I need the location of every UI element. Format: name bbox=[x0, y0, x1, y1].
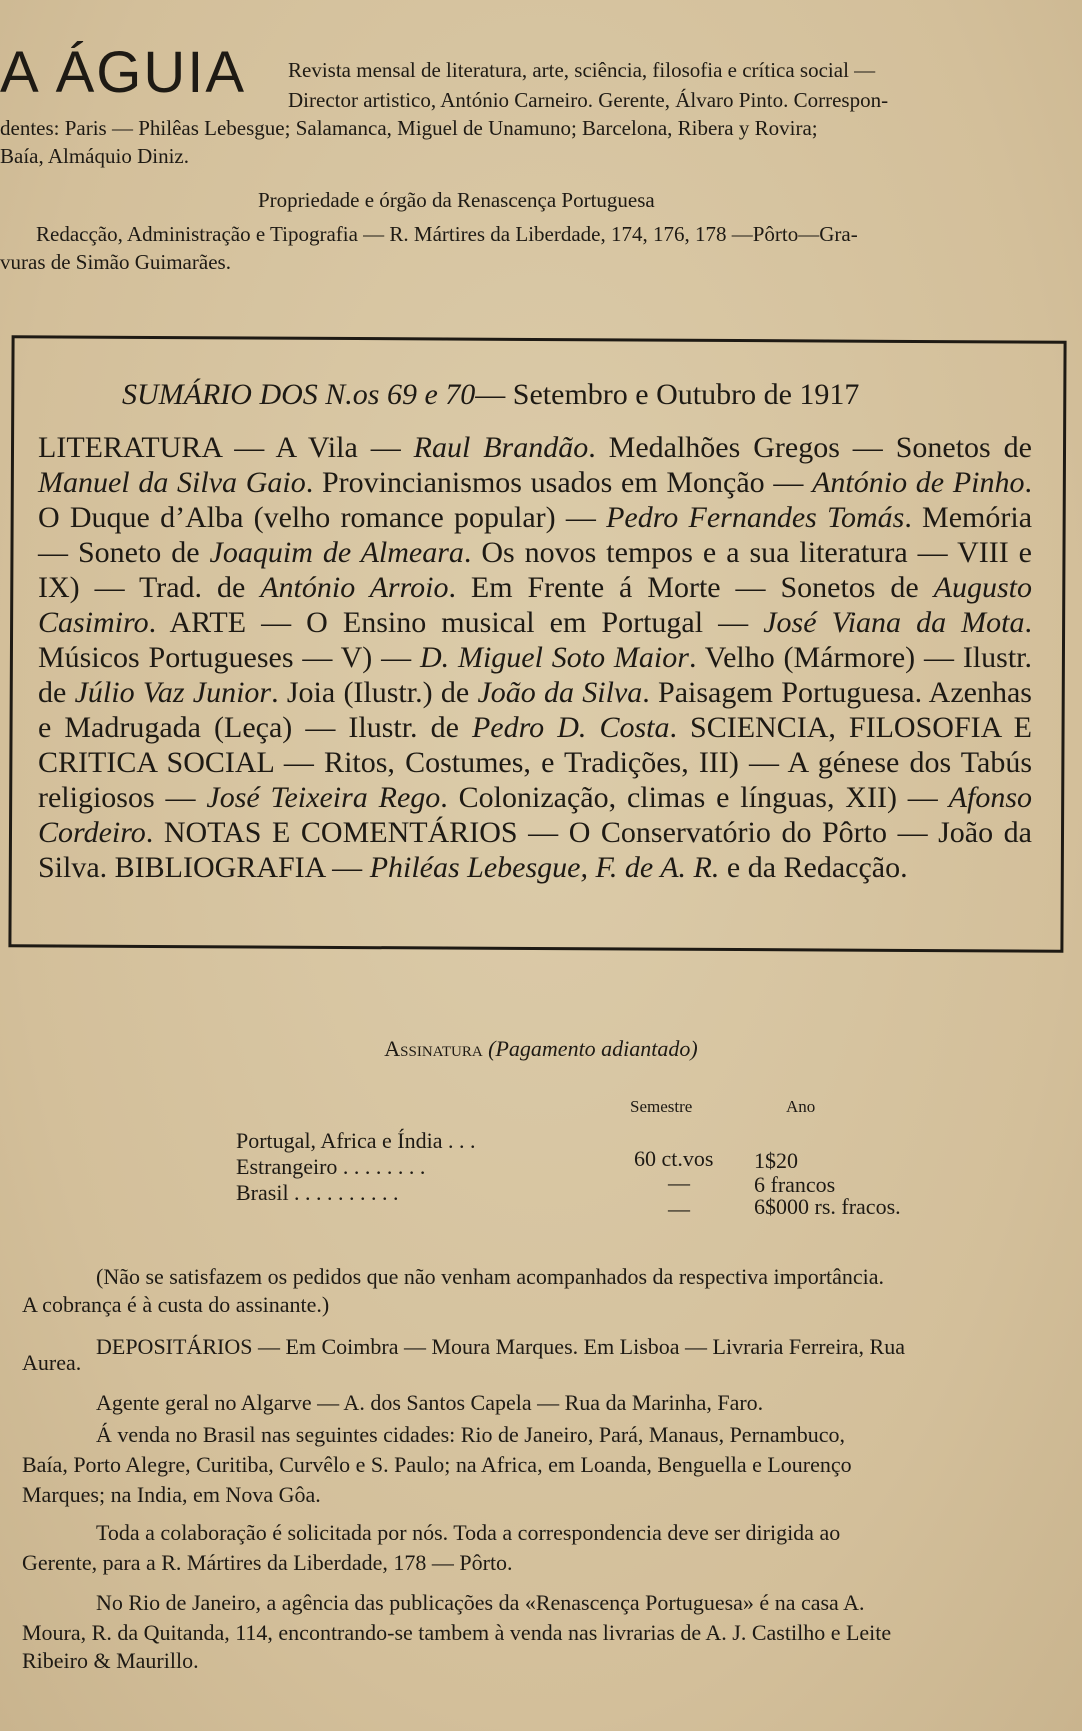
summary-text: . NOTAS E COMENTÁRIOS — O Conservatório do Pôrto — João da Silva. BIBLIOGRAFIA — bbox=[38, 816, 1032, 884]
summary-text: . Provincianismos usados em Monção — bbox=[305, 466, 813, 499]
subscription-label: Assinatura bbox=[384, 1036, 483, 1061]
address-line-2: vuras de Simão Guimarães. bbox=[0, 250, 231, 274]
row-portugal-semestre: 60 ct.vos bbox=[634, 1146, 714, 1171]
summary-text: . O Duque d’Alba (velho romance popular) — bbox=[38, 466, 1032, 534]
note-line-1: (Não se satisfazem os pedidos que não venham acompanhados da respectiva importância. bbox=[96, 1264, 885, 1289]
agent-line: Agente geral no Algarve — A. dos Santos Capela — Rua da Marinha, Faro. bbox=[96, 1390, 764, 1415]
summary-author: D. Miguel Soto Maior bbox=[419, 641, 689, 674]
property-text: Propriedade e órgão da Renascença Portuguesa bbox=[258, 188, 655, 212]
row-estrangeiro-semestre: — bbox=[668, 1170, 690, 1195]
summary-text: . Memória — Soneto de bbox=[38, 501, 1033, 569]
masthead-title: A ÁGUIA bbox=[0, 40, 247, 105]
brasil-line-3: Marques; na India, em Nova Gôa. bbox=[22, 1482, 321, 1507]
row-estrangeiro-ano: 6 francos bbox=[754, 1172, 836, 1197]
summary-text: . Em Frente á Morte — Sonetos de bbox=[448, 571, 934, 604]
summary-author: Júlio Vaz Junior bbox=[74, 676, 272, 709]
row-estrangeiro-label: Estrangeiro . . . . . . . . bbox=[236, 1154, 426, 1179]
summary-author: Manuel da Silva Gaio bbox=[38, 466, 306, 499]
summary-text: LITERATURA — A Vila — bbox=[38, 431, 414, 464]
summary-text: . Músicos Portugueses — V) — bbox=[38, 606, 1032, 674]
summary-author: António Arroio bbox=[260, 571, 449, 604]
header-line-4: Baía, Almáquio Diniz. bbox=[0, 144, 189, 168]
summary-author: Raul Brandão bbox=[413, 431, 589, 464]
summary-author: Afonso Cordeiro bbox=[38, 781, 1032, 849]
row-brasil-semestre: — bbox=[668, 1196, 690, 1221]
column-semestre: Semestre bbox=[630, 1097, 693, 1116]
summary-author: Joaquim de Almeara bbox=[209, 536, 464, 569]
note-line-2: A cobrança é à custa do assinante.) bbox=[22, 1292, 330, 1317]
summary-text: . SCIENCIA, FILOSOFIA E CRITICA SOCIAL — Ritos, Costumes, e Tradições, III) — A génese dos Tabús religiosos — bbox=[38, 711, 1033, 814]
summary-text: . Os novos tempos e a sua literatura — VIII e IX) — Trad. de bbox=[38, 536, 1032, 604]
summary-author: Pedro D. Costa bbox=[471, 711, 670, 744]
brasil-line-1: Á venda no Brasil nas seguintes cidades: Rio de Janeiro, Pará, Manaus, Pernambuco, bbox=[96, 1422, 846, 1447]
summary-text: . Medalhões Gregos — Sonetos de bbox=[588, 431, 1032, 464]
summary-author: João da Silva bbox=[477, 676, 643, 709]
summary-author: António de Pinho bbox=[812, 466, 1025, 499]
summary-text: e da Redacção. bbox=[719, 851, 908, 884]
summary-text: . Paisagem Portuguesa. Azenhas e Madrugada (Leça) — Ilustr. de bbox=[38, 676, 1032, 744]
summary-text: . ARTE — O Ensino musical em Portugal — bbox=[148, 606, 764, 639]
property-line bbox=[258, 190, 655, 211]
row-portugal-ano: 1$20 bbox=[754, 1148, 798, 1173]
rio-line-2: Moura, R. da Quitanda, 114, encontrando-se tambem à venda nas livrarias de A. J. Castilho e Leite bbox=[22, 1620, 892, 1645]
depositarios-line-1: DEPOSITÁRIOS — Em Coimbra — Moura Marques. Em Lisboa — Livraria Ferreira, Rua bbox=[96, 1334, 905, 1359]
summary-author: José Teixeira Rego bbox=[206, 781, 441, 814]
rio-line-1: No Rio de Janeiro, a agência das publicações da «Renascença Portuguesa» é na casa A. bbox=[96, 1590, 865, 1615]
summary-text: . Velho (Mármore) — Ilustr. de bbox=[38, 641, 1032, 709]
row-brasil-ano: 6$000 rs. fracos. bbox=[754, 1194, 901, 1219]
column-ano: Ano bbox=[786, 1097, 816, 1116]
header-line-1: Revista mensal de literatura, arte, sciência, filosofia e crítica social — bbox=[288, 58, 876, 82]
row-portugal-label: Portugal, Africa e Índia . . . bbox=[236, 1128, 476, 1153]
row-brasil-label: Brasil . . . . . . . . . . bbox=[236, 1180, 399, 1205]
header-line-2: Director artistico, António Carneiro. Gerente, Álvaro Pinto. Correspon- bbox=[288, 88, 889, 112]
summary-author: Philéas Lebesgue, F. de A. R. bbox=[369, 851, 720, 884]
address-line-1: Redacção, Administração e Tipografia — R. Mártires da Liberdade, 174, 176, 178 —Pôrto—Gra- bbox=[36, 222, 858, 246]
summary-title-date: — Setembro e Outubro de 1917 bbox=[475, 378, 860, 411]
summary-author: José Viana da Mota bbox=[763, 606, 1025, 639]
summary-title-issue: SUMÁRIO DOS N.os 69 e 70 bbox=[122, 378, 476, 411]
header-line-3: dentes: Paris — Philêas Lebesgue; Salamanca, Miguel de Unamuno; Barcelona, Ribera y Rovira; bbox=[0, 116, 818, 140]
collaboration-line-2: Gerente, para a R. Mártires da Liberdade, 178 — Pôrto. bbox=[22, 1550, 513, 1575]
subscription-note: (Pagamento adiantado) bbox=[488, 1036, 698, 1061]
depositarios-line-2: Aurea. bbox=[22, 1350, 82, 1375]
brasil-line-2: Baía, Porto Alegre, Curitiba, Curvêlo e S. Paulo; na Africa, em Loanda, Benguella e Lourenço bbox=[22, 1452, 852, 1477]
subscription-title bbox=[0, 1036, 1082, 1062]
summary-title bbox=[122, 378, 859, 412]
summary-author: Pedro Fernandes Tomás bbox=[606, 501, 905, 534]
summary-text: . Joia (Ilustr.) de bbox=[271, 676, 478, 709]
collaboration-line-1: Toda a colaboração é solicitada por nós. Toda a correspondencia deve ser dirigida ao bbox=[96, 1520, 841, 1545]
rio-line-3: Ribeiro & Maurillo. bbox=[22, 1648, 199, 1673]
summary-contents bbox=[38, 430, 1032, 885]
summary-author: Augusto Casimiro bbox=[38, 571, 1032, 639]
summary-text: . Colonização, climas e línguas, XII) — bbox=[440, 781, 949, 814]
